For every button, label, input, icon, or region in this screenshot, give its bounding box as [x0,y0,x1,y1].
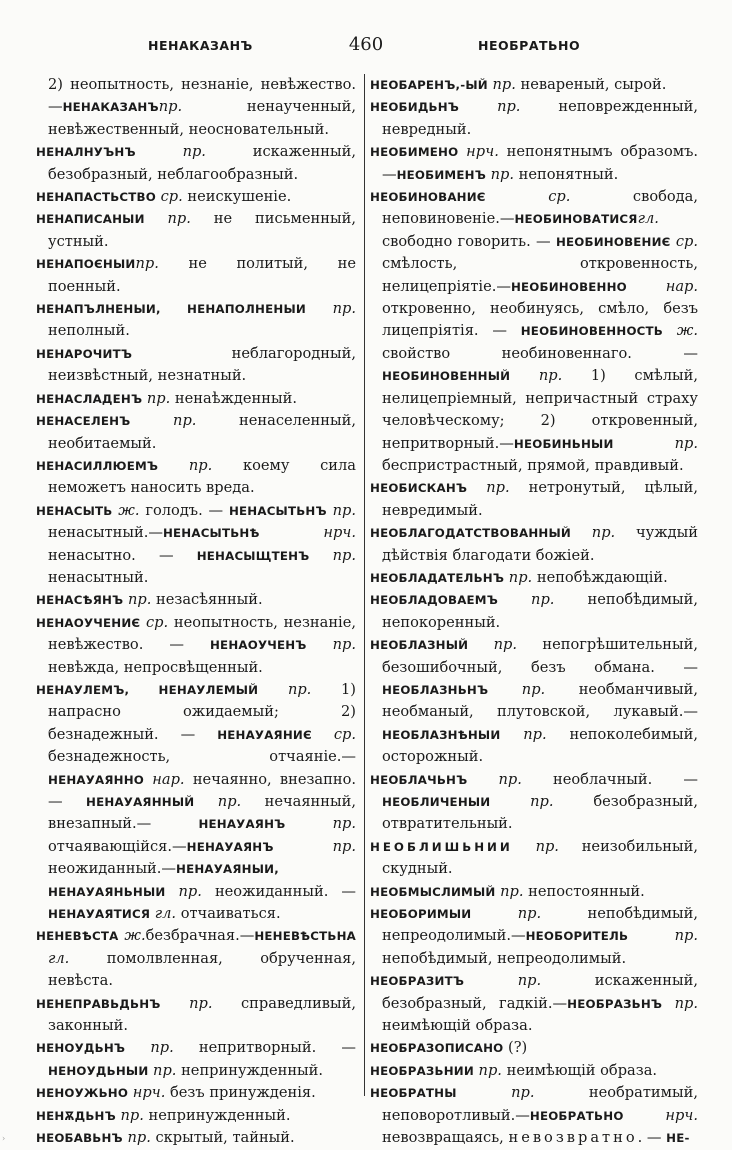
dictionary-entry [370,881,698,903]
entry-headword: НЕ- [666,1131,690,1146]
entry-text: неимѣющій образа. [501,1061,658,1079]
entry-text: неожиданный.— [48,860,177,878]
grammar-abbreviation: пр. [309,546,356,564]
entry-headword: НЕНАСЫТЬНѢ [162,526,260,541]
grammar-abbreviation: пр. [326,501,356,519]
entry-headword: НЕОБИСКАНЪ [370,481,468,496]
entry-headword: НЕНАЛНУЪНЪ [36,145,136,160]
dictionary-entry [36,500,356,590]
grammar-abbreviation: пр. [487,76,516,93]
dictionary-entry [36,1127,356,1149]
entry-text: непобѣдимый, непреодолимый. [382,949,627,967]
grammar-abbreviation: пр. [115,1106,144,1124]
grammar-abbreviation: пр. [495,882,524,900]
entry-text: непоколебимый, осторожный. [382,725,698,766]
entry-headword: НЕОБОРИТЕЛЬ [525,929,629,944]
entry-headword: НЕНОУЖЬНО [36,1086,129,1101]
entry-text: отчаявающійся.— [48,837,187,855]
entry-headword: НЕНАСИЛЛЮЕМЪ [36,458,159,473]
entry-text: неискушеніе. [182,188,292,206]
grammar-abbreviation: пр. [148,1061,177,1079]
entry-text: безобразный, отвратительный. [382,793,698,833]
dictionary-entry [36,141,356,186]
entry-headword: НЕНАУАЯНЪ [198,817,286,832]
entry-text: не политый, не поенный. [48,255,356,295]
entry-headword: НЕНЕВѢСТЬНА [254,929,356,944]
entry-text: свойство необиновеннаго. — [382,344,698,362]
entry-text: ненаученный, невѣжественный, неосновательный. [48,98,356,138]
grammar-abbreviation: пр. [123,591,152,609]
dictionary-entry [36,1105,356,1127]
grammar-abbreviation: пр. [510,367,563,385]
entry-text: необратимый, неповоротливый.— [382,1084,698,1124]
entry-text: ненасытный. [48,568,149,586]
entry-headword: НЕОБИМЕНЪ [396,167,486,182]
entry-headword: НЕОБЛАЗНѢНЫИ [382,727,501,742]
dictionary-entry [36,253,356,298]
entry-text: отчаиваться. [176,905,281,923]
entry-text: неблагородный, неизвѣстный, незнатный. [48,344,356,385]
entry-text: невареный, сырой. [515,76,667,93]
entry-text: необлачный. — [521,770,698,788]
grammar-abbreviation: пр. [498,591,555,609]
grammar-abbreviation: пр. [512,837,559,855]
dictionary-entry [36,925,356,992]
entry-text: неимѣющій образа. [382,1017,533,1035]
entry-headword: НЕОБЛАДАТЕЛЬНЪ [370,570,505,585]
entry-headword: НЕНАОУЧЕНИЄ [36,615,141,630]
entry-headword: НЕОБИНОВАНИЄ [370,190,486,205]
entry-headword: НЕНОУДЬНЪ [36,1041,126,1056]
dictionary-entry [370,970,698,1037]
entry-headword: НЕОБРАТНЫ [370,1086,457,1101]
dictionary-entry [36,993,356,1038]
entry-headword: НЕНАУАЯНЪ [186,839,274,854]
dictionary-entry [36,1082,356,1104]
dictionary-entry [370,186,698,477]
grammar-abbreviation: пр. [165,882,202,900]
dictionary-entry [370,634,698,768]
entry-text: непонятнымъ образомъ.— [382,143,699,183]
grammar-abbreviation: ср. [670,232,698,250]
dictionary-entry [370,522,698,567]
entry-headword: НЕОБРАЗОПИСАНО [370,1041,504,1056]
entry-text: . — [637,1129,667,1147]
grammar-abbreviation: пр. [158,456,213,474]
grammar-abbreviation: нрч. [458,143,499,161]
header-right-guide-word: НЕОБРАТЬНО [478,38,581,53]
entry-headword: НЕОБЛИЧЕНЫИ [382,795,491,809]
entry-text: искаженный, безобразный, гадкій.— [382,972,698,1012]
grammar-abbreviation: пр. [125,1039,174,1057]
grammar-abbreviation: пр. [306,636,356,654]
grammar-abbreviation: пр. [490,793,554,810]
entry-text: ненаѣжденный. [170,389,297,407]
entry-headword: НЕОБИНОВЕННО [510,279,627,294]
page-header [0,34,732,64]
entry-text: коему сила неможетъ наносить вреда. [48,456,356,497]
left-column [36,74,356,1150]
dictionary-entry [370,769,698,836]
entry-headword: НЕОБЛАЧЬНЪ [370,772,468,787]
grammar-abbreviation: ср. [140,613,169,631]
dictionary-entry [370,1037,698,1059]
entry-text: нечаянно, внезапно. — [48,770,356,810]
grammar-abbreviation: пр. [305,300,356,318]
grammar-abbreviation: пр. [135,255,159,273]
entry-headword: НЕОБИНОВЕНИЄ [555,234,671,249]
entry-headword: НЕОБРАЗЬНИИ [370,1063,474,1078]
entry-text: искаженный, безобразный, неблагообразный. [48,143,356,183]
dictionary-entry [36,74,356,141]
entry-text: безнадежность, отчаяніе.— [48,748,356,766]
grammar-abbreviation: пр. [285,815,356,833]
entry-headword: НЕОБОРИМЫИ [370,907,472,922]
grammar-abbreviation: нрч. [128,1084,166,1102]
entry-headword: НЕНАСѢЯНЪ [36,593,124,608]
entry-headword: НЕОБРАЗЬНЪ [567,996,663,1011]
dictionary-entry [370,903,698,970]
grammar-abbreviation: ср. [311,725,357,743]
entry-headword: НЕНЕПРАВЬДЬНЪ [36,996,161,1011]
entry-text: свободно говорить. — [382,232,556,250]
grammar-abbreviation: пр. [142,389,171,407]
grammar-abbreviation: пр. [456,1084,535,1102]
dictionary-entry [370,589,698,634]
entry-text: незасѣянный. [151,591,263,609]
grammar-abbreviation: гл. [150,905,177,923]
grammar-abbreviation: нрч. [259,524,356,542]
entry-headword: НЕНАКАЗАНЪ [62,100,159,115]
grammar-abbreviation: пр. [488,680,546,698]
entry-text: 1) напрасно ожидаемый; 2) безнадежный. — [48,680,356,743]
dictionary-entry [370,141,698,186]
entry-text: непобѣдимый, непреодолимый.— [382,905,698,945]
entry-headword: НЕОБРАЗИТЪ [370,974,465,989]
grammar-abbreviation: пр. [467,479,510,497]
header-left-guide-word: НЕНАКАЗАНЪ [148,38,253,53]
grammar-abbreviation: пр. [662,994,698,1012]
entry-text: неопытность, незнаніе, невѣжество. — [48,613,356,654]
entry-text: непобѣждающій. [532,568,668,586]
entry-text: не письменный, устный. [48,210,356,250]
entry-headword: НЕОБАВЬНЪ [36,1131,123,1146]
grammar-abbreviation: пр. [273,837,356,855]
entry-text: непринужденный. [176,1061,324,1079]
grammar-abbreviation: пр. [473,1061,502,1079]
grammar-abbreviation: пр. [485,165,515,183]
entry-headword: НЕОБЛАЗНЫЙ [370,638,469,653]
entry-text: (?) [503,1039,528,1057]
grammar-abbreviation: ср. [485,188,571,206]
dictionary-entry [370,1060,698,1082]
page-number: 460 [348,34,384,55]
dictionary-entry [36,298,356,343]
entry-text: справедливый, законный. [48,994,356,1035]
entry-headword: НЕОБМЫСЛИМЫЙ [370,884,496,899]
grammar-abbreviation: пр. [158,98,183,116]
entry-headword: НЕНАРОЧИТЪ [36,346,133,361]
entry-headword: НЕНАУАЯТИСЯ [48,907,151,922]
entry-headword: НЕНАСЫТЬ [36,503,113,518]
entry-headword: НЕНАСЛАДЕНЪ [36,391,143,406]
entry-text: ненасытно. — [48,546,197,564]
dictionary-entry [36,343,356,388]
grammar-abbreviation: нар. [626,277,698,295]
grammar-abbreviation: пр. [464,972,542,990]
grammar-abbreviation: пр. [160,994,213,1012]
dictionary-entry [36,612,356,679]
grammar-abbreviation: пр. [628,927,698,945]
entry-headword: НЕНАУАЯНЫИ, НЕНАУАЯНЬНЫИ [48,862,279,899]
dictionary-entry [36,388,356,410]
entry-headword: НЕОБЛИШЬНИИ [370,839,513,854]
entry-headword: НЕНАПИСАНЫИ [36,212,145,227]
entry-headword: НЕНАСЫЩТЕНЪ [196,548,310,563]
entry-headword: НЕОБРАТЬНО [529,1108,624,1123]
entry-headword: НЕНАПАСТЬСТВО [36,190,156,205]
entry-text: непостоянный. [523,882,645,900]
dictionary-entry [36,679,356,925]
entry-text: ненаселенный, необитаемый. [48,412,356,452]
grammar-abbreviation: гл. [637,210,659,228]
entry-text: невѣжда, непросвѣщенный. [48,658,263,676]
grammar-abbreviation: пр. [613,434,698,452]
entry-headword: НЕНАУАЯНИЄ [217,727,312,742]
dictionary-entry [370,477,698,522]
entry-text: свобода, неповиновеніе.— [382,188,699,228]
entry-headword: НЕОБИНОВЕННЫЙ [382,369,511,384]
grammar-abbreviation: ср. [155,188,183,206]
entry-text: голодъ. — [139,501,229,519]
dictionary-entry [36,410,356,455]
entry-headword: НЕОБИНОВЕННОСТЬ [520,324,663,339]
entry-text: 2) неопытность, незнаніе, невѣжество.— [48,76,356,116]
entry-text: помолвленная, обрученная, невѣста. [48,949,356,990]
entry-text: непритворный. — [173,1039,356,1057]
grammar-abbreviation: нрч. [623,1106,698,1124]
entry-text: необманчивый, необманый, плутовской, лукавый.— [382,680,698,721]
right-column [370,74,698,1150]
grammar-abbreviation: ж. [662,322,699,340]
entry-text: неповрежденный, невредный. [382,98,698,138]
dictionary-entry [36,186,356,208]
dictionary-entry [370,96,698,141]
entry-text: ненасытный.— [48,524,163,542]
grammar-abbreviation: пр. [194,793,242,810]
entry-text: непринужденный. [143,1106,291,1124]
entry-text: непобѣдимый, непокоренный. [382,591,698,631]
grammar-abbreviation: пр. [135,143,206,161]
grammar-abbreviation: гл. [48,949,70,967]
entry-headword: НЕНАСЕЛЕНЪ [36,414,131,429]
dictionary-entry [370,74,698,96]
entry-text: невозвращаясь, [382,1129,509,1147]
entry-headword: НЕНАСЫТЬНЪ [228,503,327,518]
entry-text: скрытый, тайный. [150,1129,295,1147]
entry-text: беспристрастный, прямой, правдивый. [382,456,684,474]
grammar-abbreviation: пр. [459,98,521,116]
grammar-abbreviation: пр. [122,1129,151,1147]
dictionary-entry [36,455,356,500]
entry-text: непогрѣшительный, безошибочный, безъ обмана. — [382,636,698,676]
grammar-abbreviation: пр. [258,680,312,698]
entry-headword: НЕНѪДЬНЪ [36,1108,116,1123]
entry-text: безъ принужденія. [165,1084,316,1102]
entry-text: смѣлость, откровенность, нелицепріятіе.— [382,255,698,295]
entry-text: неполный. [48,322,130,340]
grammar-abbreviation: нар. [144,770,185,788]
entry-headword: НЕНЕВѢСТА [36,929,119,944]
grammar-abbreviation: пр. [467,770,522,788]
dictionary-entry [36,208,356,253]
entry-text: безбрачная.— [145,927,255,945]
column-divider [364,74,365,1096]
entry-text: нетронутый, цѣлый, невредимый. [382,479,698,519]
dictionary-entry [370,836,698,881]
entry-headword: НЕНАУЛЕМЪ, НЕНАУЛЕМЫЙ [36,682,259,697]
entry-headword: НЕНАУАЯННО [48,772,145,787]
entry-headword: НЕОБИДЬНЪ [370,100,460,115]
grammar-abbreviation: пр. [471,905,542,923]
grammar-abbreviation: пр. [571,524,616,542]
entry-text: непонятный. [514,165,619,183]
entry-headword: НЕНАПОЄНЫИ [36,257,136,272]
grammar-abbreviation: пр. [504,568,533,586]
dictionary-entry [370,567,698,589]
entry-text: нечаянный, внезапный.— [48,793,356,833]
entry-headword: НЕОБЛАГОДАТСТВОВАННЫЙ [370,526,571,541]
dictionary-entry [370,1082,698,1149]
entry-headword: НЕНАУАЯННЫЙ [86,795,195,809]
entry-headword: НЕОБАРЕНЪ,-ЫЙ [370,78,488,92]
grammar-abbreviation: ж. [112,501,140,519]
spaced-text: невозвратно [508,1129,638,1147]
entry-headword: НЕОБЛАЗНЬНЪ [382,682,489,697]
entry-headword: НЕОБЛАДОВАЕМЪ [370,593,499,608]
entry-text: откровенно, необинуясь, смѣло, безъ лицепріятія. — [382,300,698,340]
grammar-abbreviation: пр. [468,636,518,654]
entry-headword: НЕНАПЪЛНЕНЫИ, НЕНАПОЛНЕНЫИ [36,302,306,317]
entry-text: чуждый дѣйствія благодати божіей. [382,524,698,564]
entry-headword: НЕОБИНОВАТИСЯ [514,212,638,227]
entry-headword: НЕНАОУЧЕНЪ [209,638,307,653]
dictionary-entry [36,1037,356,1082]
entry-headword: НЕОБИНЬНЫИ [513,436,614,451]
grammar-abbreviation: пр. [144,210,191,228]
entry-text: неизобильный, скудный. [382,837,698,878]
entry-text: 1) смѣлый, нелицепріемный, непричастный страху человѣческому; 2) откровенный, непритворный.— [382,367,698,452]
grammar-abbreviation: пр. [500,725,547,743]
entry-headword: НЕНОУДЬНЫИ [48,1063,149,1078]
margin-mark: › [2,1134,6,1143]
grammar-abbreviation: пр. [130,412,197,430]
dictionary-entry [36,589,356,611]
grammar-abbreviation: ж. [118,927,146,945]
entry-text: неожиданный. — [201,882,356,900]
entry-headword: НЕОБИМЕНО [370,145,459,160]
